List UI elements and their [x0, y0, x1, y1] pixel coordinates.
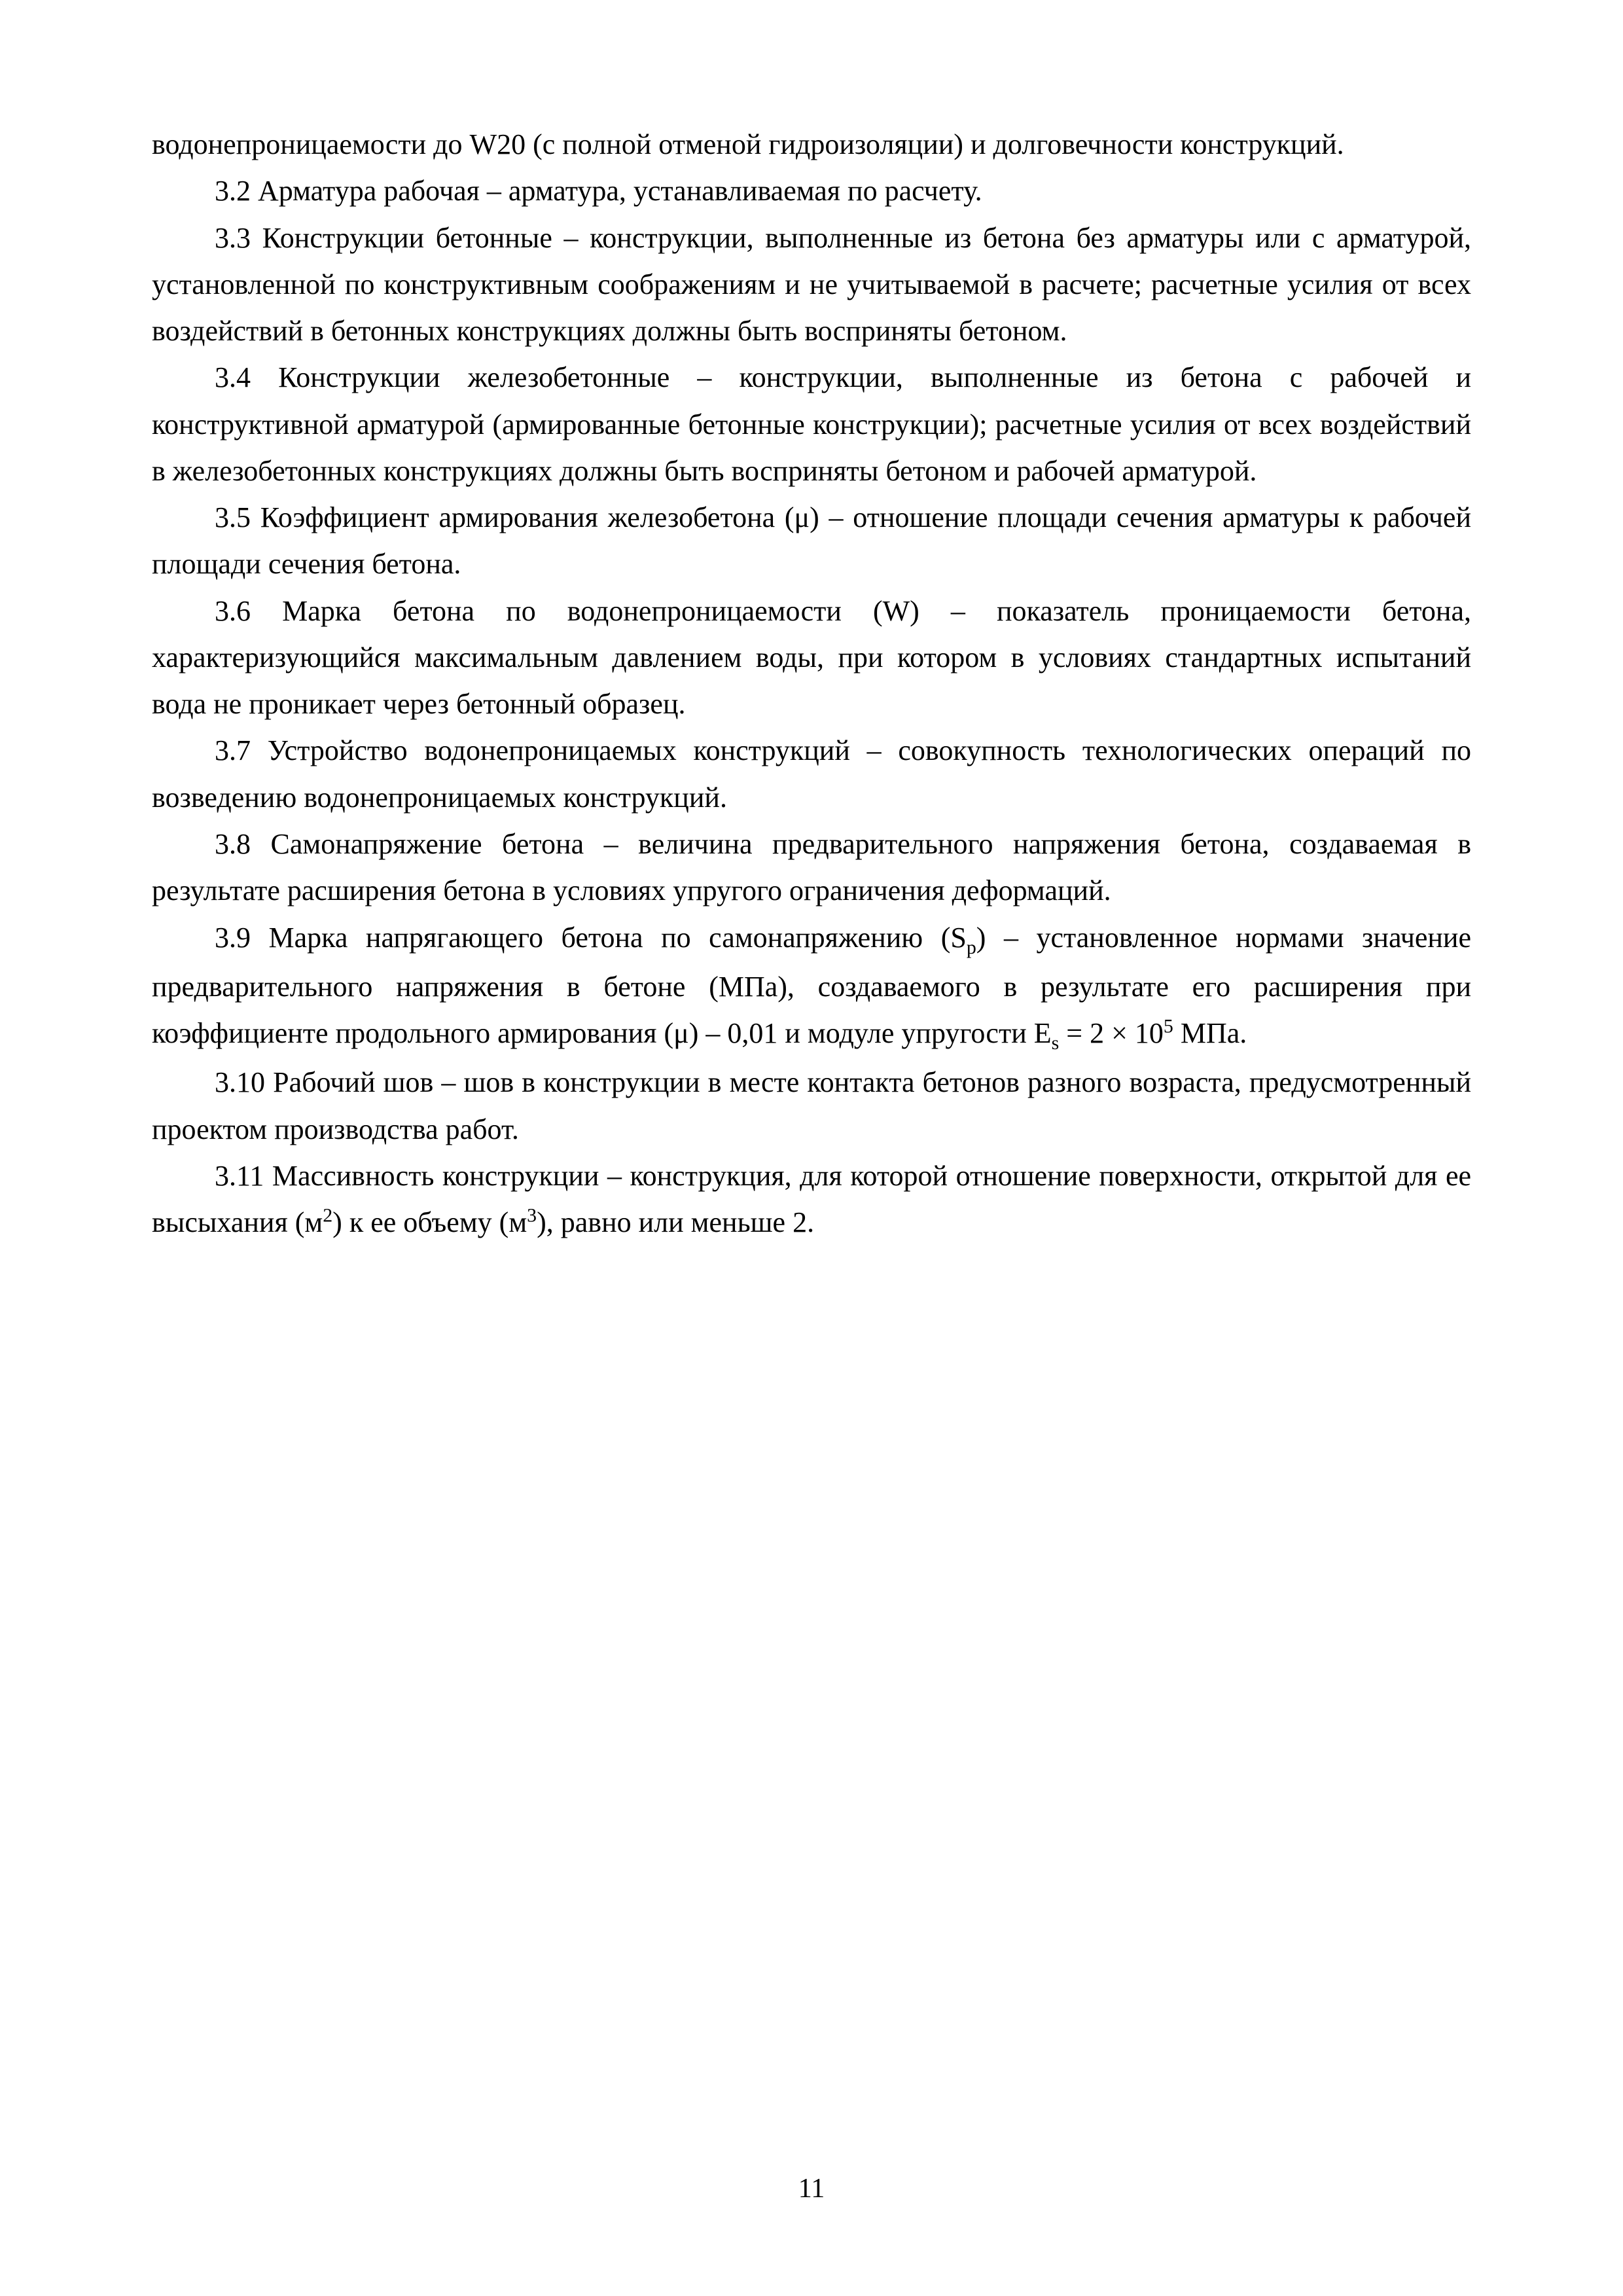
paragraph-3-4: 3.4 Конструкции железобетонные – конструкции, выполненные из бетона с рабочей и конструктивной арматурой (армированные бетонные конструкции); расчетные усилия от всех воздействий в железобетонных конструкциях должны быть восприняты бетоном и рабочей арматурой.: [152, 361, 1471, 487]
page-number: 11: [798, 2174, 825, 2204]
superscript-cubic-meters: 3: [527, 1204, 537, 1227]
paragraph-3-5: 3.5 Коэффициент армирования железобетона (μ) – отношение площади сечения арматуры к рабочей площади сечения бетона.: [152, 501, 1471, 581]
paragraph-3-9: [152, 914, 1471, 1060]
paragraph-3-9-part2: ) – установленное нормами значение предварительного напряжения в бетоне (МПа), создаваемого в результате его расширения при коэффициенте продольного армирования (μ) – 0,01 и модуле упругости E: [152, 921, 1472, 1050]
paragraph-3-6: 3.6 Марка бетона по водонепроницаемости (W) – показатель проницаемости бетона, характеризующийся максимальным давлением воды, при котором в условиях стандартных испытаний вода не проникает через бетонный образец.: [152, 594, 1471, 721]
superscript-square-meters: 2: [323, 1204, 333, 1227]
page-body: [152, 121, 1471, 1246]
paragraph-3-9-part4: МПа.: [1173, 1017, 1247, 1050]
paragraph-3-11-part1: 3.11 Массивность конструкции – конструкция, для которой отношение поверхности, открытой для ее высыхания (м: [152, 1159, 1471, 1239]
subscript-s: s: [1051, 1031, 1060, 1054]
paragraph-3-10: 3.10 Рабочий шов – шов в конструкции в месте контакта бетонов разного возраста, предусмотренный проектом производства работ.: [152, 1066, 1471, 1145]
paragraph-3-3: 3.3 Конструкции бетонные – конструкции, выполненные из бетона без арматуры или с арматурой, установленной по конструктивным соображениям и не учитываемой в расчете; расчетные усилия от всех воздействий в бетонных конструкциях должны быть восприняты бетоном.: [152, 221, 1471, 348]
paragraph-3-11: [152, 1153, 1471, 1246]
superscript-5: 5: [1163, 1015, 1173, 1037]
paragraph-3-11-part2: ) к ее объему (м: [332, 1206, 527, 1239]
subscript-p: p: [966, 936, 976, 958]
paragraph-3-9-part1: 3.9 Марка напрягающего бетона по самонапряжению (S: [215, 921, 967, 954]
paragraph-3-9-part3: = 2 × 10: [1059, 1017, 1164, 1050]
paragraph-3-2: 3.2 Арматура рабочая – арматура, устанавливаемая по расчету.: [215, 175, 982, 207]
paragraph-3-11-part3: ), равно или меньше 2.: [537, 1206, 815, 1239]
paragraph-continuation: водонепроницаемости до W20 (с полной отменой гидроизоляции) и долговечности конструкций.: [152, 128, 1344, 160]
paragraph-3-8: 3.8 Самонапряжение бетона – величина предварительного напряжения бетона, создаваемая в результате расширения бетона в условиях упругого ограничения деформаций.: [152, 827, 1471, 907]
paragraph-3-7: 3.7 Устройство водонепроницаемых конструкций – совокупность технологических операций по возведению водонепроницаемых конструкций.: [152, 734, 1471, 814]
